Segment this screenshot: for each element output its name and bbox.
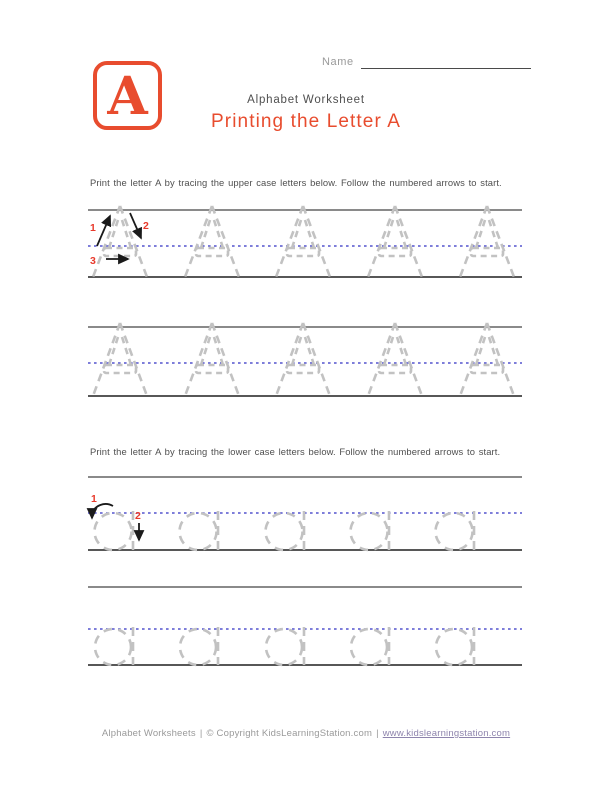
- footer-website-link[interactable]: www.kidslearningstation.com: [382, 728, 511, 739]
- stroke-direction-arrow-2: [135, 510, 141, 540]
- trace-letter-uppercase-A: [368, 323, 422, 396]
- stroke-number-label: 2: [143, 220, 149, 232]
- trace-letter-lowercase-a: [95, 511, 134, 550]
- name-label: Name: [322, 56, 354, 68]
- stroke-direction-arrow-2: [130, 213, 149, 238]
- logo-letter-a: A: [107, 65, 148, 127]
- trace-letter-uppercase-A: [368, 206, 422, 277]
- stroke-direction-arrow-1: [90, 216, 110, 246]
- trace-letter-uppercase-A: [460, 323, 514, 396]
- trace-letter-lowercase-a: [351, 627, 389, 665]
- stroke-arrow: [97, 216, 110, 246]
- lowercase-trace-row-2: [88, 587, 522, 665]
- trace-letter-lowercase-a: [180, 511, 219, 550]
- uppercase-instruction: Print the letter A by tracing the upper case letters below. Follow the numbered arrows to start.: [90, 177, 502, 188]
- stroke-number-label: 2: [135, 510, 141, 522]
- trace-letter-uppercase-A: [93, 323, 147, 396]
- trace-letter-lowercase-a: [351, 511, 390, 550]
- stroke-number-label: 3: [90, 255, 96, 267]
- uppercase-trace-row-2: [88, 323, 522, 396]
- page-title: Printing the Letter A: [211, 111, 401, 132]
- trace-letter-lowercase-a: [180, 627, 218, 665]
- uppercase-trace-row-1: [88, 206, 522, 277]
- footer-section-label: Alphabet Worksheets: [101, 728, 196, 739]
- lowercase-instruction: Print the letter A by tracing the lower case letters below. Follow the numbered arrows to start.: [90, 446, 501, 457]
- trace-letter-uppercase-A: [185, 206, 239, 277]
- trace-letter-lowercase-a: [436, 627, 474, 665]
- trace-letter-lowercase-a: [95, 627, 133, 665]
- trace-letter-uppercase-A: [185, 323, 239, 396]
- trace-letter-lowercase-a: [266, 511, 305, 550]
- footer-separator: |: [199, 728, 203, 739]
- trace-letter-lowercase-a: [266, 627, 304, 665]
- stroke-number-label: 1: [91, 493, 97, 505]
- lowercase-trace-row-1: [88, 477, 522, 550]
- trace-letter-uppercase-A: [93, 206, 147, 277]
- trace-letter-lowercase-a: [436, 511, 475, 550]
- trace-letter-uppercase-A: [460, 206, 514, 277]
- footer-separator: |: [376, 728, 379, 739]
- trace-letter-uppercase-A: [276, 323, 330, 396]
- trace-letter-uppercase-A: [276, 206, 330, 277]
- page-subtitle: Alphabet Worksheet: [247, 94, 365, 106]
- footer: [0, 728, 612, 739]
- stroke-direction-arrow-3: [90, 255, 128, 267]
- stroke-number-label: 1: [90, 222, 96, 234]
- footer-copyright: © Copyright KidsLearningStation.com: [206, 728, 373, 739]
